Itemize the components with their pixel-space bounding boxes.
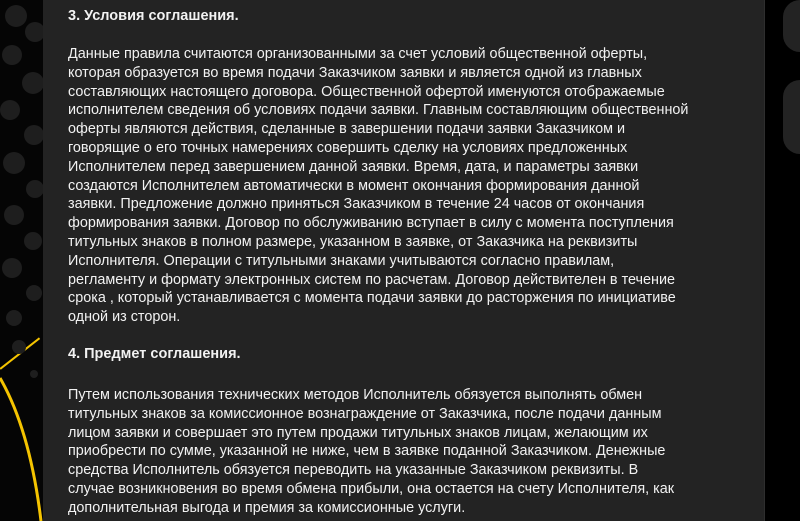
paragraph-line: титульных знаков в полном размере, указанном в заявке, от Заказчика на реквизиты [68,233,638,250]
paragraph-line: приобрести по сумме, указанной не ниже, чем в заявке поданной Заказчиком. Денежные [68,443,666,460]
paragraph-line: регламенту и формату электронных систем по расчетам. Договор действителен в течение [68,271,676,288]
decorative-dot [24,232,42,250]
decorative-dot [3,152,25,174]
paragraph-line: которая образуется во время подачи Заказчиком заявки и является одной из главных [68,64,642,81]
decorative-dot [0,100,20,120]
decorative-card [783,0,800,52]
paragraph-line: заявки. Предложение должно приняться Заказчиком в течение 24 часов от окончания [68,196,645,213]
paragraph-line: исполнителем сведения об условиях подачи заявки. Главным составляющим общественной [68,102,689,119]
paragraph-line: Исполнителем перед завершением данной заявки. Время, дата, и параметры заявки [68,158,639,175]
decorative-dotted-background [0,0,43,521]
paragraph-line: лицом заявки и совершает это путем продажи титульных знаков лицам, желающим их [68,424,648,441]
decorative-dot [30,370,38,378]
paragraph-line: дополнительная выгода и премия за комиссионные услуги. [68,499,466,516]
paragraph-line: составляющих настоящего договора. Общественной офертой именуются отображаемые [68,83,665,100]
paragraph-line: срока , который устанавливается с момента подачи заявки до расторжения по инициативе [68,290,676,307]
decorative-card [783,80,800,154]
decorative-dot [5,5,27,27]
paragraph-line: средства Исполнитель обязуется переводить на указанные Заказчиком реквизиты. В [68,462,639,479]
paragraph-line: титульных знаков за комиссионное вознаграждение от Заказчика, после подачи данным [68,405,662,422]
paragraph-line: Путем использования технических методов Исполнитель обязуется выполнять обмен [68,387,643,403]
decorative-dot [6,310,22,326]
decorative-dot [26,285,42,301]
paragraph-line: Исполнителя. Операции с титульными знаками учитываются согласно правилам, [68,252,615,269]
decorative-dot [2,258,22,278]
decorative-dot [22,72,43,94]
decorative-dot [12,340,26,354]
paragraph-line: формирования заявки. Договор по обслуживанию вступает в силу с момента поступления [68,215,674,232]
section-paragraph-conditions [68,45,688,327]
section-heading-conditions: 3. Условия соглашения. [68,8,239,24]
paragraph-line: создаются Исполнителем автоматически в момент окончания формирования данной [68,177,640,194]
paragraph-line: одной из сторон. [68,309,181,326]
section-heading-subject: 4. Предмет соглашения. [68,346,241,362]
paragraph-line: говорящие о его точных намерениях совершить сделку на условиях предложенных [68,139,628,156]
paragraph-line: оферты являются действия, сделанные в завершении подачи заявки Заказчиком и [68,121,626,138]
decorative-dot [2,45,22,65]
decorative-dot [24,125,43,145]
paragraph-line: случае возникновения во время обмена прибыли, она остается на счету Исполнителя, как [68,480,675,497]
decorative-dot [25,22,43,42]
decorative-dot [26,180,43,198]
decorative-dot [4,205,24,225]
section-paragraph-subject [68,386,674,518]
paragraph-line: Данные правила считаются организованными за счет условий общественной оферты, [68,46,648,62]
